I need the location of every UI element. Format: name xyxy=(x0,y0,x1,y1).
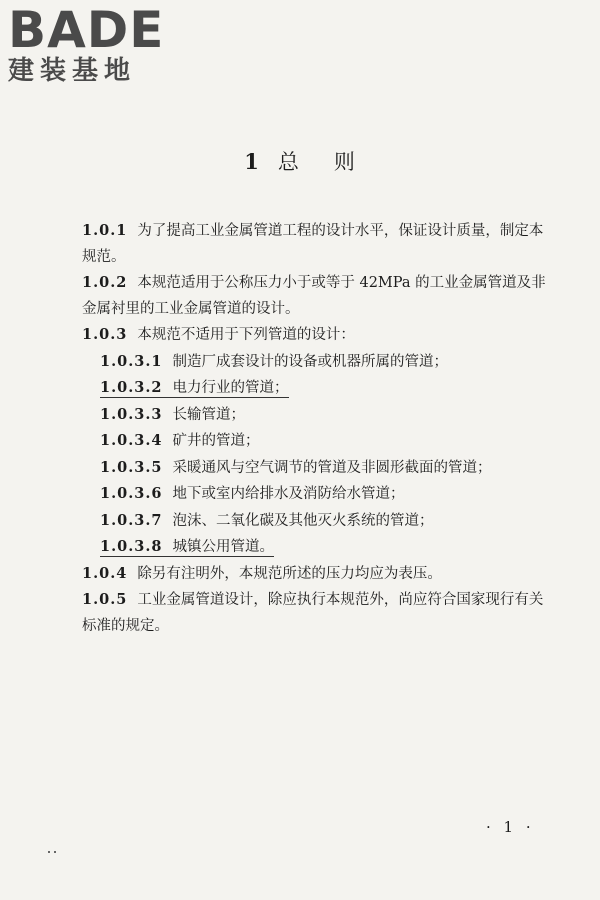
clause-1-0-2 xyxy=(82,270,552,322)
clause-number: 1.0.3.5 xyxy=(100,458,163,476)
clause-number: 1.0.3.2 xyxy=(100,379,163,396)
clause-text: 本规范不适用于下列管道的设计： xyxy=(137,327,355,343)
clause-text: 工业金属管道设计，除应执行本规范外，尚应符合国家现行有关标准的规定。 xyxy=(82,592,544,634)
clause-1-0-3-2 xyxy=(82,375,552,402)
chapter-number: 1 xyxy=(244,149,260,174)
underlined-clause xyxy=(100,380,289,398)
clause-number: 1.0.3.7 xyxy=(100,511,163,529)
clause-number: 1.0.3.1 xyxy=(100,352,163,370)
logo-subtitle-text: 建装基地 xyxy=(8,56,137,86)
clause-number: 1.0.1 xyxy=(82,222,128,239)
clause-1-0-3-4 xyxy=(82,428,552,455)
clause-number: 1.0.4 xyxy=(82,564,128,582)
chapter-title xyxy=(0,146,600,176)
clause-1-0-3-6 xyxy=(82,481,552,508)
logo-brand-text: BADE xyxy=(8,1,165,59)
clause-text: 本规范适用于公称压力小于或等于 42MPa 的工业金属管道及非金属衬里的工业金属管道的设计。 xyxy=(82,275,546,317)
clause-list xyxy=(82,218,552,639)
clause-number: 1.0.3.4 xyxy=(100,432,163,449)
clause-text: 城镇公用管道。 xyxy=(172,539,275,555)
clause-1-0-4 xyxy=(82,561,552,588)
clause-text: 长输管道； xyxy=(172,406,246,423)
clause-1-0-3-7 xyxy=(82,508,552,535)
bade-logo xyxy=(8,1,178,94)
clause-1-0-5 xyxy=(82,587,552,639)
clause-number: 1.0.2 xyxy=(82,274,128,291)
scan-speck xyxy=(48,838,62,841)
chapter-title-char-1: 总 xyxy=(277,150,300,174)
clause-1-0-3-1 xyxy=(82,349,552,376)
clause-number: 1.0.3.6 xyxy=(100,485,163,502)
chapter-title-char-2: 则 xyxy=(333,150,356,174)
clause-1-0-3 xyxy=(82,322,552,349)
clause-number: 1.0.3 xyxy=(82,326,128,343)
clause-text: 采暖通风与空气调节的管道及非圆形截面的管道； xyxy=(172,459,492,476)
clause-number: 1.0.3.8 xyxy=(100,538,163,555)
clause-1-0-3-3 xyxy=(82,402,552,429)
clause-text: 为了提高工业金属管道工程的设计水平，保证设计质量，制定本规范。 xyxy=(82,223,544,265)
clause-text: 制造厂成套设计的设备或机器所属的管道； xyxy=(172,353,449,370)
clause-1-0-3-8 xyxy=(82,534,552,561)
clause-text: 泡沫、二氧化碳及其他灭火系统的管道； xyxy=(172,512,434,529)
clause-1-0-1 xyxy=(82,218,552,270)
clause-text: 除另有注明外，本规范所述的压力均应为表压。 xyxy=(137,565,442,582)
clause-text: 地下或室内给排水及消防给水管道； xyxy=(172,486,405,502)
clause-text: 矿井的管道； xyxy=(172,433,260,449)
clause-number: 1.0.3.3 xyxy=(100,405,163,423)
clause-text: 电力行业的管道； xyxy=(172,380,289,396)
clause-number: 1.0.5 xyxy=(82,591,128,608)
clause-1-0-3-5 xyxy=(82,455,552,482)
underlined-clause xyxy=(100,539,274,557)
page-number: · 1 · xyxy=(486,818,535,836)
